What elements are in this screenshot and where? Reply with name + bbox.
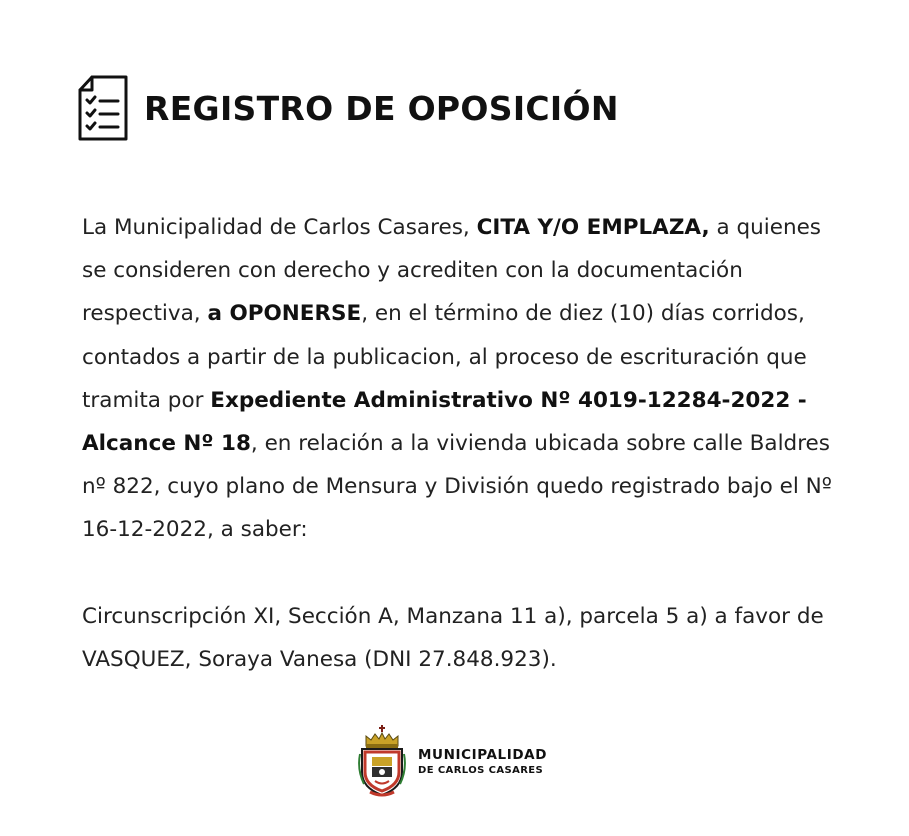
text-segment: La Municipalidad de Carlos Casares,: [82, 215, 477, 240]
text-segment: a quienes se consideren con derecho y acrediten con la documentación respectiva,: [82, 215, 821, 327]
checklist-document-icon: [76, 74, 130, 142]
page-title: REGISTRO DE OPOSICIÓN: [144, 88, 619, 128]
org-name-line-2: DE CARLOS CASARES: [418, 765, 544, 776]
municipal-crest-icon: [356, 724, 408, 800]
bold-segment: CITA Y/O EMPLAZA,: [476, 215, 710, 240]
footer-logo: [356, 724, 547, 800]
notice-paragraph-2: Circunscripción XI, Sección A, Manzana 11 a), parcela 5 a) a favor de VASQUEZ, Soraya Vanesa (DNI 27.848.923).: [82, 603, 824, 672]
text-segment: , en relación a la vivienda ubicada sobre calle Baldres nº 822, cuyo plano de Mensura y División quedo registrado bajo el Nº 16-12-2022, a saber:: [82, 431, 832, 543]
notice-paragraph-1: [82, 206, 852, 552]
org-name-line-1: MUNICIPALIDAD: [418, 747, 548, 763]
bold-segment: Expediente Administrativo Nº 4019-12284-2022 - Alcance Nº 18: [82, 387, 807, 457]
notice-body: [82, 206, 852, 681]
bold-segment: a OPONERSE: [207, 301, 362, 327]
organization-name: [418, 746, 547, 778]
header: [76, 74, 619, 142]
text-segment: , en el término de diez (10) días corridos, contados a partir de la publicacion, al proceso de escrituración que tramita por: [82, 301, 807, 413]
